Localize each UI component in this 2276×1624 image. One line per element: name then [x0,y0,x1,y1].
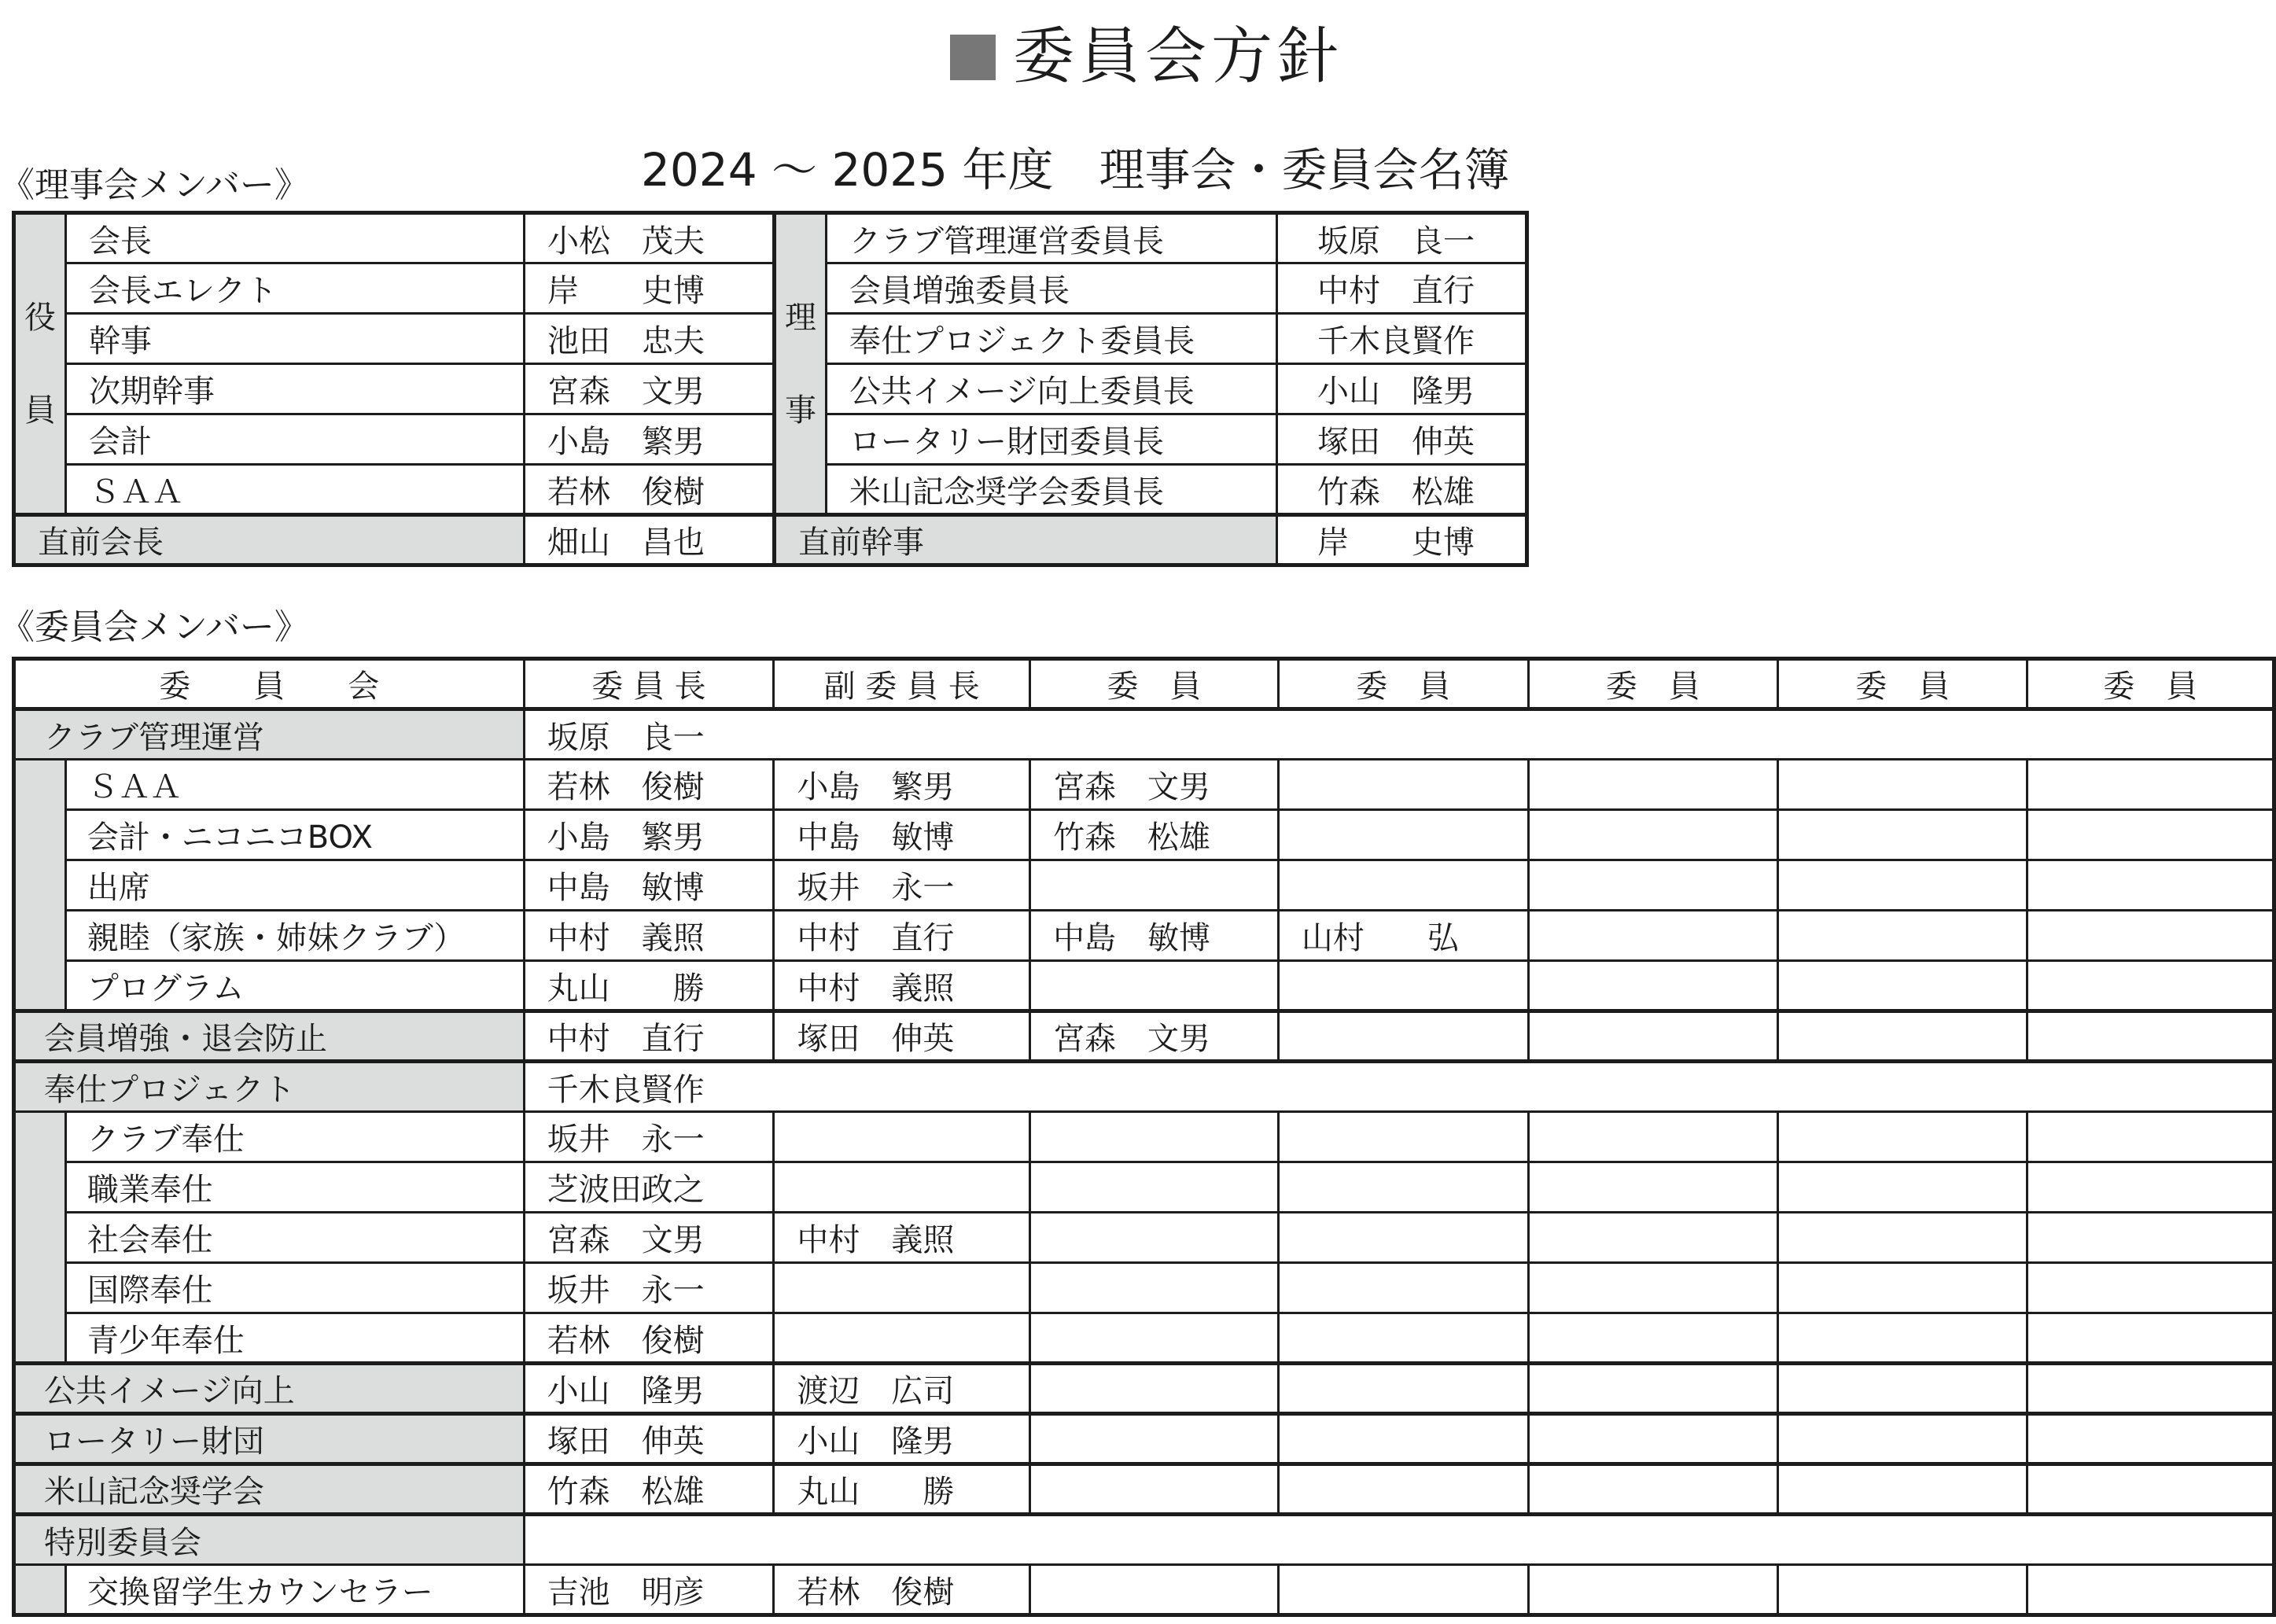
member-cell [1278,1414,1528,1464]
column-header: 委 員 長 [524,659,774,709]
member-cell: 若林 俊樹 [524,1313,774,1364]
board-row [14,465,1527,515]
subcommittee-name: 青少年奉仕 [65,1313,524,1364]
member-cell [2027,1313,2274,1364]
member-cell [1278,1464,1528,1515]
square-bullet-icon [950,35,996,80]
subcommittee-name: 出席 [65,860,524,911]
member-cell [1278,760,1528,810]
member-cell: 中村 義照 [774,961,1030,1011]
subcommittee-indent [14,1565,66,1615]
subcommittee-name: 社会奉仕 [65,1213,524,1263]
member-cell: 中村 直行 [524,1011,774,1062]
past-secretary-role: 直前幹事 [775,515,1277,565]
member-cell: 小島 繁男 [774,760,1030,810]
member-cell [1278,810,1528,860]
officers-group-label [14,213,66,515]
member-cell [1528,911,1777,961]
member-cell [1778,1011,2027,1062]
member-cell [1030,1162,1279,1213]
member-cell [1528,1011,1777,1062]
member-cell [1528,1112,1777,1162]
committee-name: クラブ管理運営 [14,709,525,760]
director-role: 米山記念奨学会委員長 [827,465,1277,515]
member-cell [1278,1112,1528,1162]
member-cell [1528,1263,1777,1313]
member-cell [1030,1112,1279,1162]
member-cell: 宮森 文男 [524,1213,774,1263]
director-role: 会員増強委員長 [827,263,1277,314]
column-header: 委 員 [2027,659,2274,709]
officer-role: 会計 [66,414,525,465]
subcommittee-row [14,1313,2274,1364]
subcommittee-name: 親睦（家族・姉妹クラブ） [65,911,524,961]
director-name: 坂原 良一 [1277,213,1527,263]
member-cell: 宮森 文男 [1030,1011,1279,1062]
member-cell [1030,1263,1279,1313]
subcommittee-name: 交換留学生カウンセラー [65,1565,524,1615]
member-cell [1528,1213,1777,1263]
past-secretary-name: 岸 史博 [1277,515,1527,565]
committee-group-row [14,1364,2274,1414]
committee-name: 特別委員会 [14,1515,525,1565]
subcommittee-name: 職業奉仕 [65,1162,524,1213]
director-name: 竹森 松雄 [1277,465,1527,515]
member-cell [1278,1313,1528,1364]
group-label-char: 員 [24,392,56,429]
member-cell [2027,1263,2274,1313]
officer-name: 池田 忠夫 [525,314,775,364]
member-cell [1778,1213,2027,1263]
committee-group-row [14,1464,2274,1515]
committee-section-label: 《委員会メンバー》 [0,607,309,647]
board-row [14,364,1527,414]
board-table [12,211,1529,567]
column-header: 委 員 [1528,659,1777,709]
member-cell: 竹森 松雄 [1030,810,1279,860]
member-cell [1030,1464,1279,1515]
member-cell: 丸山 勝 [524,961,774,1011]
member-cell: 中村 義照 [774,1213,1030,1263]
member-cell [1778,911,2027,961]
header-row [14,659,2274,709]
member-cell [774,1112,1030,1162]
board-row [14,414,1527,465]
officer-role: 次期幹事 [66,364,525,414]
member-cell: 塚田 伸英 [524,1414,774,1464]
committee-name: 米山記念奨学会 [14,1464,525,1515]
member-cell [1278,1213,1528,1263]
member-cell [1528,1414,1777,1464]
member-cell [2027,1414,2274,1464]
member-cell [1030,961,1279,1011]
committee-chair: 千木良賢作 [524,1062,2274,1112]
subcommittee-name: ＳＡＡ [65,760,524,810]
member-cell: 若林 俊樹 [524,760,774,810]
member-cell: 吉池 明彦 [524,1565,774,1615]
committee-table [12,657,2276,1617]
member-cell [1278,1364,1528,1414]
committee-chair [524,1515,2274,1565]
member-cell [1778,1414,2027,1464]
subcommittee-row [14,961,2274,1011]
board-row [14,263,1527,314]
member-cell: 坂井 永一 [524,1112,774,1162]
director-name: 小山 隆男 [1277,364,1527,414]
subcommittee-indent [14,760,66,1011]
member-cell: 丸山 勝 [774,1464,1030,1515]
member-cell [1778,1565,2027,1615]
member-cell [1528,1313,1777,1364]
member-cell: 坂井 永一 [774,860,1030,911]
committee-group-row [14,1062,2274,1112]
member-cell [1778,961,2027,1011]
member-cell [2027,1112,2274,1162]
member-cell: 中村 直行 [774,911,1030,961]
member-cell [2027,810,2274,860]
member-cell: 坂井 永一 [524,1263,774,1313]
roster-title: 2024 ～ 2025 年度 理事会・委員会名簿 [641,143,1510,197]
committee-group-row [14,1011,2274,1062]
member-cell [1278,1011,1528,1062]
member-cell [1030,1364,1279,1414]
officer-role: ＳＡＡ [66,465,525,515]
subcommittee-name: プログラム [65,961,524,1011]
member-cell [1528,760,1777,810]
column-header: 副 委 員 長 [774,659,1030,709]
officer-role: 会長 [66,213,525,263]
officer-name: 岸 史博 [525,263,775,314]
column-header: 委 員 [1030,659,1279,709]
member-cell: 小山 隆男 [774,1414,1030,1464]
member-cell [1778,1464,2027,1515]
director-role: 奉仕プロジェクト委員長 [827,314,1277,364]
member-cell [1278,1565,1528,1615]
member-cell [1030,1565,1279,1615]
member-cell [2027,1464,2274,1515]
member-cell [2027,760,2274,810]
member-cell [2027,1162,2274,1213]
officer-role: 会長エレクト [66,263,525,314]
subcommittee-row [14,760,2274,810]
director-name: 中村 直行 [1277,263,1527,314]
member-cell [1778,1162,2027,1213]
member-cell [1778,1112,2027,1162]
committee-name: 奉仕プロジェクト [14,1062,525,1112]
board-row [14,213,1527,263]
director-role: 公共イメージ向上委員長 [827,364,1277,414]
past-president-name: 畑山 昌也 [525,515,775,565]
member-cell: 中島 敏博 [774,810,1030,860]
officer-name: 小松 茂夫 [525,213,775,263]
member-cell [1278,1263,1528,1313]
member-cell [1778,760,2027,810]
member-cell: 竹森 松雄 [524,1464,774,1515]
member-cell [1030,1414,1279,1464]
member-cell [1278,860,1528,911]
member-cell: 塚田 伸英 [774,1011,1030,1062]
officer-name: 宮森 文男 [525,364,775,414]
subcommittee-row [14,1112,2274,1162]
member-cell [2027,1364,2274,1414]
member-cell [2027,1565,2274,1615]
member-cell [1030,1213,1279,1263]
group-label-char: 役 [24,299,56,336]
member-cell [1278,961,1528,1011]
member-cell [1528,961,1777,1011]
member-cell: 山村 弘 [1278,911,1528,961]
subcommittee-row [14,810,2274,860]
member-cell [1528,1162,1777,1213]
committee-chair: 坂原 良一 [524,709,2274,760]
member-cell: 若林 俊樹 [774,1565,1030,1615]
subcommittee-row [14,1263,2274,1313]
director-name: 塚田 伸英 [1277,414,1527,465]
page-title: 委員会方針 [950,17,1343,96]
member-cell [774,1263,1030,1313]
column-header: 委 員 [1778,659,2027,709]
member-cell [1778,860,2027,911]
subcommittee-row [14,1213,2274,1263]
member-cell: 小山 隆男 [524,1364,774,1414]
member-cell [2027,860,2274,911]
subcommittee-row [14,1162,2274,1213]
member-cell [1778,1364,2027,1414]
board-row [14,515,1527,565]
subcommittee-name: クラブ奉仕 [65,1112,524,1162]
committee-name: ロータリー財団 [14,1414,525,1464]
member-cell: 中村 義照 [524,911,774,961]
member-cell [1528,1364,1777,1414]
member-cell [1528,1464,1777,1515]
member-cell: 芝波田政之 [524,1162,774,1213]
directors-group-label [775,213,827,515]
officer-name: 若林 俊樹 [525,465,775,515]
member-cell [1278,1162,1528,1213]
board-row [14,314,1527,364]
member-cell [1030,860,1279,911]
member-cell [1030,1313,1279,1364]
director-name: 千木良賢作 [1277,314,1527,364]
committee-group-row [14,709,2274,760]
director-role: クラブ管理運営委員長 [827,213,1277,263]
subcommittee-row [14,911,2274,961]
member-cell: 中島 敏博 [1030,911,1279,961]
group-label-char: 理 [785,299,816,336]
member-cell [1778,1313,2027,1364]
column-header: 委 員 会 [14,659,525,709]
committee-name: 公共イメージ向上 [14,1364,525,1414]
director-role: ロータリー財団委員長 [827,414,1277,465]
member-cell [1528,810,1777,860]
committee-name: 会員増強・退会防止 [14,1011,525,1062]
member-cell [1778,1263,2027,1313]
member-cell [1778,810,2027,860]
subcommittee-row [14,860,2274,911]
member-cell: 中島 敏博 [524,860,774,911]
member-cell [2027,1011,2274,1062]
subcommittee-indent [14,1112,66,1364]
officer-name: 小島 繁男 [525,414,775,465]
officer-role: 幹事 [66,314,525,364]
member-cell [1528,860,1777,911]
member-cell [774,1313,1030,1364]
past-president-role: 直前会長 [14,515,525,565]
member-cell: 宮森 文男 [1030,760,1279,810]
member-cell [2027,961,2274,1011]
committee-group-row [14,1515,2274,1565]
committee-group-row [14,1414,2274,1464]
member-cell [1528,1565,1777,1615]
group-label-char: 事 [785,392,816,429]
member-cell [2027,1213,2274,1263]
member-cell: 渡辺 広司 [774,1364,1030,1414]
subcommittee-name: 会計・ニコニコBOX [65,810,524,860]
subcommittee-row [14,1565,2274,1615]
column-header: 委 員 [1278,659,1528,709]
member-cell: 小島 繁男 [524,810,774,860]
member-cell [2027,911,2274,961]
board-section-label: 《理事会メンバー》 [0,165,309,205]
member-cell [774,1162,1030,1213]
subcommittee-name: 国際奉仕 [65,1263,524,1313]
